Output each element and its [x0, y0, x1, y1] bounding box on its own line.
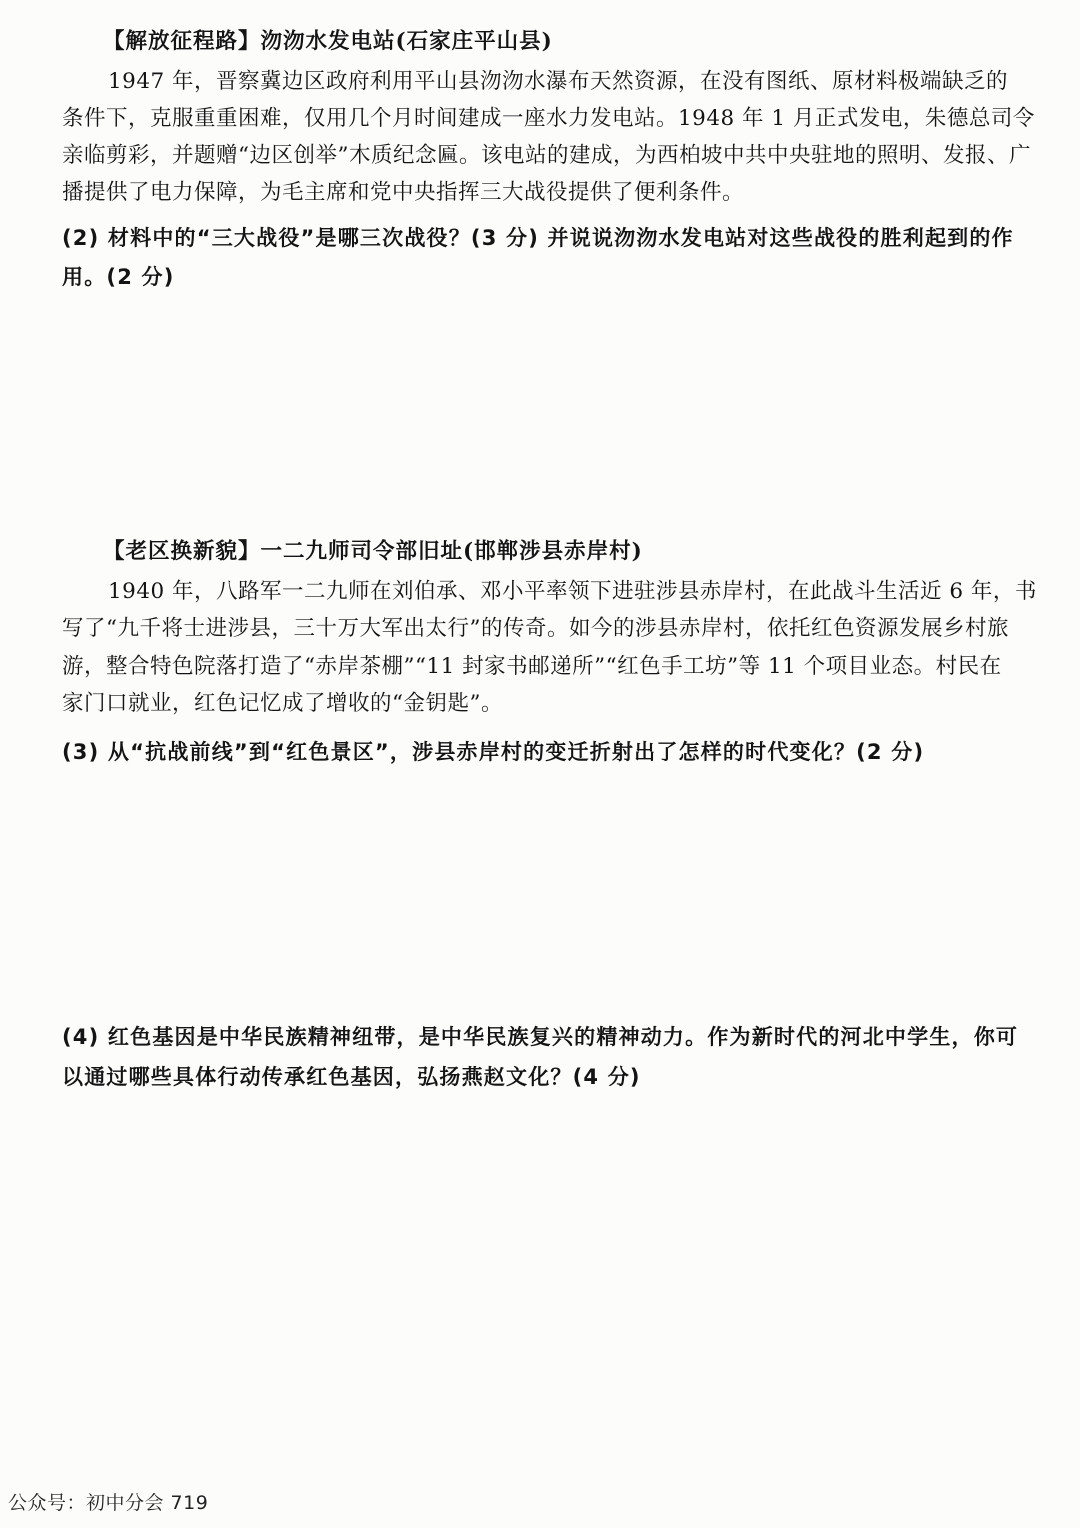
question-3-line-1: (3) 从“抗战前线”到“红色景区”，涉县赤岸村的变迁折射出了怎样的时代变化？(2 分) — [62, 740, 925, 764]
section-2-para-line-4: 家门口就业，红色记忆成了增收的“金钥匙”。 — [62, 691, 503, 716]
answer-space-question-4[interactable] — [40, 1105, 1040, 1475]
question-2-line-1: (2) 材料中的“三大战役”是哪三次战役？(3 分) 并说说沕沕水发电站对这些战役的胜利起到的作 — [62, 226, 1014, 250]
section-2-para-line-1: 1940 年，八路军一二九师在刘伯承、邓小平率领下进驻涉县赤岸村，在此战斗生活近 6 年，书 — [108, 579, 1037, 604]
section-2-para-line-3: 游，整合特色院落打造了“赤岸茶棚”“11 封家书邮递所”“红色手工坊”等 11 个项目业态。村民在 — [62, 654, 1002, 679]
question-4-line-1: (4) 红色基因是中华民族精神纽带，是中华民族复兴的精神动力。作为新时代的河北中学生，你可 — [62, 1025, 1019, 1049]
section-2-para-line-2: 写了“九千将士进涉县，三十万大军出太行”的传奇。如今的涉县赤岸村，依托红色资源发展乡村旅 — [62, 616, 1009, 641]
section-1-para-line-4: 播提供了电力保障，为毛主席和党中央指挥三大战役提供了便利条件。 — [62, 180, 745, 205]
answer-space-question-3[interactable] — [40, 780, 1040, 1010]
section-1-para-line-2: 条件下，克服重重困难，仅用几个月时间建成一座水力发电站。1948 年 1 月正式发电，朱德总司令 — [62, 106, 1035, 131]
section-1-para-line-1: 1947 年，晋察冀边区政府利用平山县沕沕水瀑布天然资源，在没有图纸、原材料极端缺乏的 — [108, 69, 1009, 94]
answer-space-question-2[interactable] — [40, 305, 1040, 530]
question-2-line-2: 用。(2 分) — [62, 265, 175, 289]
section-1-heading: 【解放征程路】沕沕水发电站(石家庄平山县) — [103, 29, 553, 54]
section-1-para-line-3: 亲临剪彩，并题赠“边区创举”木质纪念匾。该电站的建成，为西柏坡中共中央驻地的照明、发报、广 — [62, 143, 1031, 168]
question-4-line-2: 以通过哪些具体行动传承红色基因，弘扬燕赵文化？(4 分) — [62, 1065, 641, 1089]
section-2-heading: 【老区换新貌】一二九师司令部旧址(邯郸涉县赤岸村) — [103, 539, 643, 564]
footer-watermark-text: 公众号：初中分会 719 — [8, 1492, 209, 1514]
